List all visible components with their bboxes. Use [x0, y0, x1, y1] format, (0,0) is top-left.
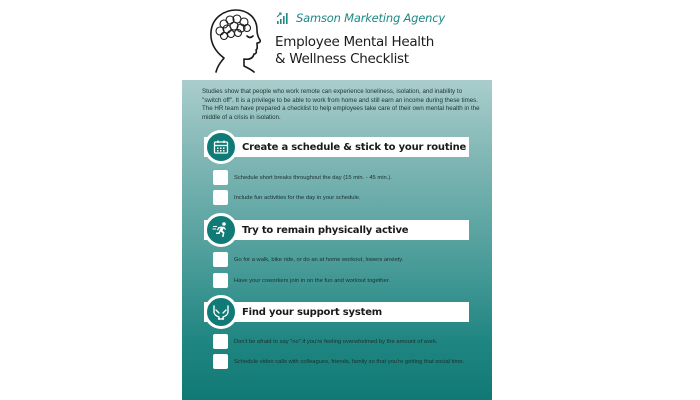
- running-person-icon: [204, 213, 238, 247]
- brand-name: Samson Marketing Agency: [296, 11, 445, 25]
- calendar-icon: [204, 130, 238, 164]
- checkbox[interactable]: [213, 334, 228, 349]
- checklist-item: [213, 354, 474, 369]
- section-header-schedule: [204, 137, 469, 157]
- checklist-item: [213, 273, 474, 288]
- checkbox[interactable]: [213, 190, 228, 205]
- title-line-1: Employee Mental Health: [275, 34, 434, 50]
- item-text: Don't be afraid to say "no" if you're feeling overwhelmed by the amount of work.: [234, 338, 438, 345]
- source-footnote: [204, 375, 404, 377]
- section-title: Find your support system: [242, 306, 382, 318]
- checklist-page: [182, 0, 492, 400]
- section-header-physical: [204, 220, 469, 240]
- intro-text: Studies show that people who work remote can experience loneliness, isolation, and inability to "switch off". It is a privilege to be able to work from home and still earn an income during these times. The HR team have prepared a checklist to help employees take care of their own mental health in the middle of a crisis in isolation.: [202, 88, 480, 122]
- item-text: Go for a walk, bike ride, or do an at home workout, lowers anxiety.: [234, 256, 404, 263]
- growth-bars-logo-icon: [276, 11, 290, 25]
- checkbox[interactable]: [213, 252, 228, 267]
- section-title: Try to remain physically active: [242, 224, 409, 236]
- supporting-hands-icon: [204, 295, 238, 329]
- checkbox[interactable]: [213, 170, 228, 185]
- item-text: Schedule video calls with colleagues, friends, family so that you're getting that social time.: [234, 358, 465, 365]
- checklist-item: [213, 252, 474, 267]
- checkbox[interactable]: [213, 273, 228, 288]
- item-text: Schedule short breaks throughout the day (15 min. - 45 min.).: [234, 174, 392, 181]
- checklist-item: [213, 334, 474, 349]
- header: [182, 0, 492, 80]
- title-line-2: & Wellness Checklist: [275, 51, 409, 67]
- checklist-item: [213, 170, 474, 185]
- page-title: [275, 34, 434, 68]
- brand: [276, 11, 445, 25]
- head-with-brain-icon: [202, 6, 264, 76]
- item-text: Have your coworkers join in on the fun and workout together.: [234, 277, 390, 284]
- checklist-item: [213, 190, 474, 205]
- item-text: Include fun activities for the day in your schedule.: [234, 194, 361, 201]
- checklist-panel: [182, 80, 492, 400]
- checkbox[interactable]: [213, 354, 228, 369]
- section-header-support: [204, 302, 469, 322]
- section-title: Create a schedule & stick to your routine: [242, 141, 467, 153]
